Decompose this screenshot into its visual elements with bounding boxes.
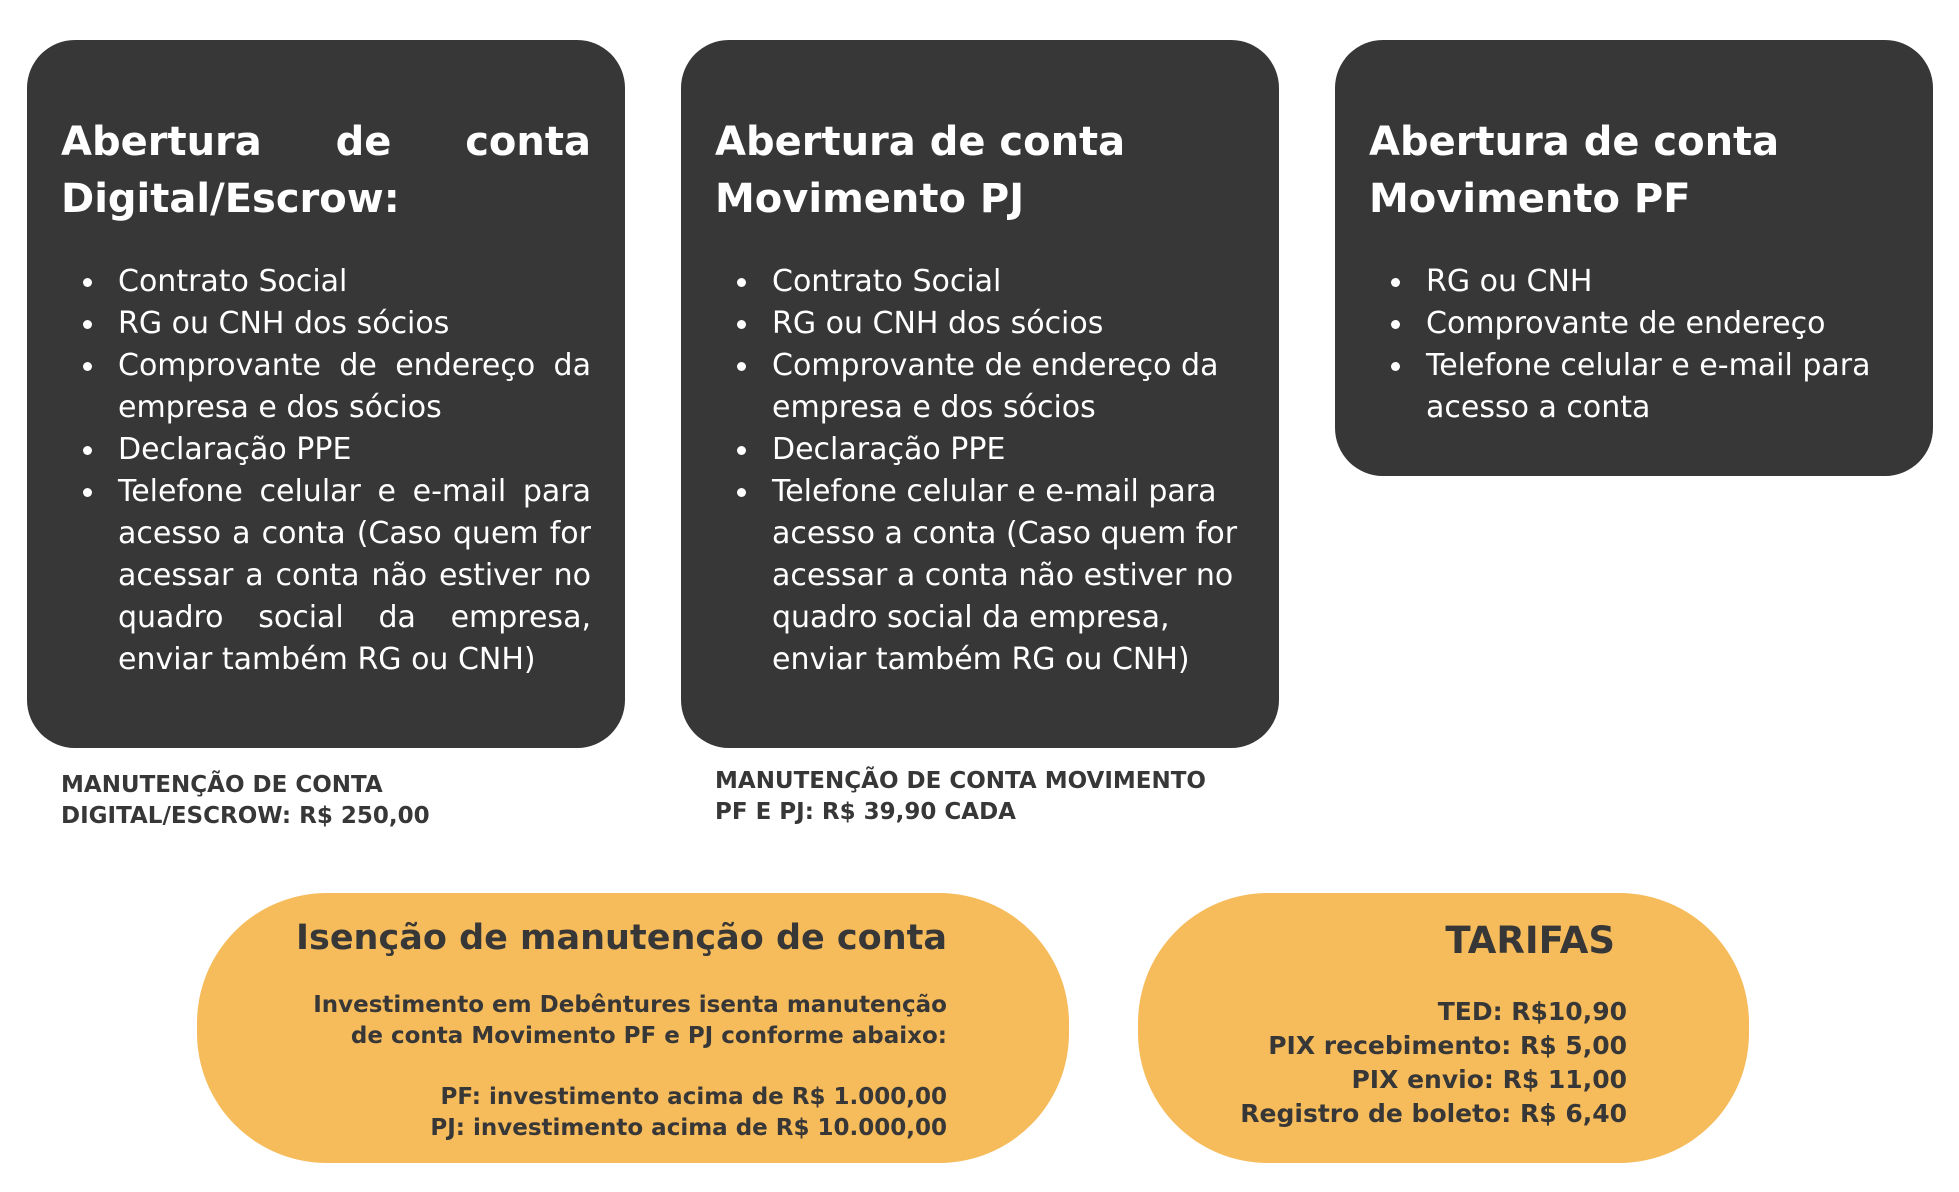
- exemption-title: Isenção de manutenção de conta: [295, 918, 947, 958]
- list-item: Contrato Social: [715, 261, 1255, 303]
- card-title-word: Abertura: [61, 119, 262, 165]
- exemption-intro: [313, 990, 947, 1052]
- tariffs-list: [1240, 995, 1627, 1131]
- card-title: [1369, 114, 1779, 228]
- tariffs-title: TARIFAS: [1445, 919, 1615, 962]
- list-item: Comprovante de endereço: [1369, 303, 1889, 345]
- card-title-word: de: [335, 119, 392, 165]
- tariff-pix-envio: PIX envio: R$ 11,00: [1351, 1065, 1627, 1094]
- list-item: Telefone celular e e-mail para acesso a conta: [1369, 345, 1889, 429]
- list-item: RG ou CNH dos sócios: [715, 303, 1255, 345]
- list-item: Comprovante de endereço da empresa e dos sócios: [61, 345, 591, 429]
- card-title-line-2: Movimento PF: [1369, 176, 1691, 222]
- list-item: RG ou CNH dos sócios: [61, 303, 591, 345]
- tariff-registro-boleto: Registro de boleto: R$ 6,40: [1240, 1099, 1627, 1128]
- list-item: Declaração PPE: [715, 429, 1255, 471]
- card-title-line-2: Movimento PJ: [715, 176, 1025, 222]
- tariff-ted: TED: R$10,90: [1437, 997, 1627, 1026]
- exemption-panel: [197, 893, 1069, 1163]
- list-item: RG ou CNH: [1369, 261, 1889, 303]
- list-item: Contrato Social: [61, 261, 591, 303]
- fee-note-line: PF E PJ: R$ 39,90 CADA: [715, 799, 1016, 825]
- card-title-line-1: Abertura de conta: [715, 119, 1126, 165]
- exemption-conditions: [430, 1082, 947, 1144]
- exemption-condition-pj: PJ: investimento acima de R$ 10.000,00: [430, 1115, 947, 1141]
- list-item: Comprovante de endereço da empresa e dos sócios: [715, 345, 1255, 429]
- maintenance-fee-digital-escrow: [61, 770, 430, 832]
- fee-note-line: DIGITAL/ESCROW: R$ 250,00: [61, 803, 430, 829]
- card-title-line-1: Abertura de conta: [1369, 119, 1780, 165]
- document-list: [715, 261, 1255, 681]
- tariffs-panel: [1138, 893, 1749, 1163]
- card-digital-escrow: [27, 40, 625, 748]
- card-title-word: conta: [465, 119, 591, 165]
- document-list: [61, 261, 591, 681]
- list-item: Telefone celular e e-mail para acesso a conta (Caso quem for acessar a conta não estiver no quadro social da empresa, enviar também RG ou CNH): [715, 471, 1255, 681]
- card-title: [715, 114, 1125, 228]
- fee-note-line: MANUTENÇÃO DE CONTA MOVIMENTO: [715, 768, 1206, 794]
- card-title-line-1: [61, 114, 591, 171]
- exemption-condition-pf: PF: investimento acima de R$ 1.000,00: [440, 1084, 947, 1110]
- maintenance-fee-movimento: [715, 766, 1206, 828]
- exemption-intro-line: de conta Movimento PF e PJ conforme abaixo:: [350, 1023, 947, 1049]
- list-item: Declaração PPE: [61, 429, 591, 471]
- exemption-intro-line: Investimento em Debêntures isenta manutenção: [313, 992, 947, 1018]
- card-title: [61, 114, 591, 228]
- card-movimento-pf: [1335, 40, 1933, 476]
- tariff-pix-recebimento: PIX recebimento: R$ 5,00: [1268, 1031, 1627, 1060]
- card-title-line-2: Digital/Escrow:: [61, 176, 400, 222]
- card-movimento-pj: [681, 40, 1279, 748]
- list-item: Telefone celular e e-mail para acesso a conta (Caso quem for acessar a conta não estiver no quadro social da empresa, enviar também RG ou CNH): [61, 471, 591, 681]
- document-list: [1369, 261, 1889, 429]
- fee-note-line: MANUTENÇÃO DE CONTA: [61, 772, 383, 798]
